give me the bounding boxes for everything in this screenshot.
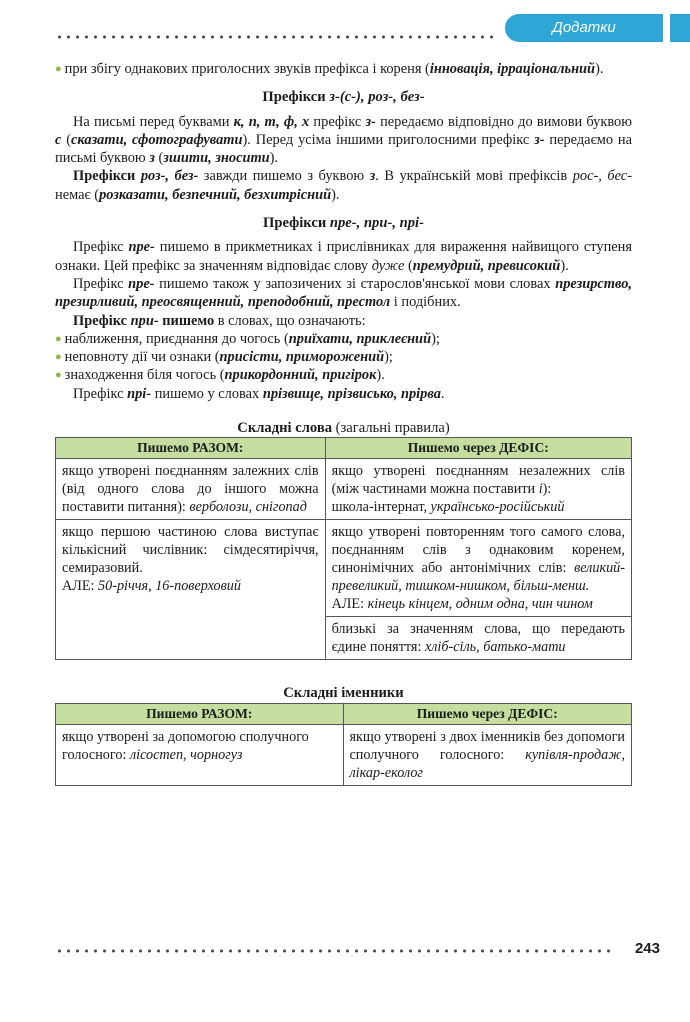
table1-header-together: Пишемо РАЗОМ: <box>56 438 326 459</box>
bullet-icon: ● <box>55 63 62 75</box>
paragraph-z-rule: На письмі перед буквами к, п, т, ф, х префікс з- передаємо відповідно до вимови буквою с (сказати, сфотографувати). Перед усіма іншими приголосними префікс з- передаємо на письмі буквою з (зшити, зносити). <box>55 113 632 167</box>
section-tab-edge <box>670 14 690 42</box>
paragraph-pre-rule: Префікс пре- пишемо в прикметниках і прислівниках для вираження найвищого ступеня ознаки. Цей префікс за значенням відповідає слову дуже (премудрий, превисокий). <box>55 239 632 274</box>
compound-nouns-table <box>55 703 632 786</box>
bullet-icon: ● <box>55 351 62 364</box>
heading-z-roz-bez: Префікси з-(с-), роз-, без- <box>262 89 425 106</box>
table-cell: якщо утворені повторенням того самого слова, поєднанням слів з однаковим коренем, синонімічних або антонімічних слів: великий-превеликий, тишком-нишком, більш-менш. АЛЕ: кінець кінцем, одним одна, чин чином <box>325 520 631 617</box>
table2-header-together: Пишемо РАЗОМ: <box>56 703 344 724</box>
table-cell: якщо утворені з двох іменників без допомоги сполучного голосного: купівля-продаж, лікар-еколог <box>343 724 632 785</box>
paragraph-roz-bez-rule: Префікси роз-, без- завжди пишемо з буквою з. В українській мові префіксів рос-, бес- немає (розказати, безпечний, безхитрісний). <box>55 168 632 203</box>
bottom-dotted-rule <box>55 948 615 954</box>
top-dotted-rule <box>55 34 495 40</box>
page-content <box>55 60 632 786</box>
table2-header-hyphen: Пишемо через ДЕФІС: <box>343 703 632 724</box>
paragraph-pry-rule: Префікс при- пишемо в словах, що означають: <box>73 312 366 329</box>
paragraph-pri-rule: Префікс прі- пишемо у словах прізвище, прізвисько, прірва. <box>73 385 445 402</box>
paragraph-pre-borrowed: Префікс пре- пишемо також у запозичених зі старослов'янської мови словах презирство, презирливий, преосвященний, преподобний, престол і подібних. <box>55 275 633 311</box>
list-item: ● знаходження біля чогось (прикордонний, пригірок). <box>55 367 385 384</box>
heading-pre-pry-pri: Префікси пре-, при-, прі- <box>263 215 424 232</box>
table-row <box>56 724 632 785</box>
table-row <box>56 520 632 617</box>
page-number: 243 <box>634 940 660 957</box>
table1-header-hyphen: Пишемо через ДЕФІС: <box>325 438 631 459</box>
table1-title: Складні слова (загальні правила) <box>237 420 450 437</box>
section-tab-label: Додатки <box>552 19 616 36</box>
table-cell: близькі за значенням слова, що передають єдине поняття: хліб-сіль, батько-мати <box>325 617 631 660</box>
intro-bullet: ● при збігу однакових приголосних звуків префікса і кореня (інновація, ірраціональний). <box>55 61 604 77</box>
table-cell: якщо утворені поєднанням незалежних слів (між частинами можна поставити і): школа-інтернат, українсько-російський <box>325 459 631 520</box>
table-cell: якщо утворені поєднанням залежних слів (від одного слова до іншого можна поставити питання): верболози, снігопад <box>56 459 326 520</box>
table-cell: якщо першою частиною слова виступає кількісний числівник: сімдесятиріччя, семиразовий. АЛЕ: 50-річчя, 16-поверховий <box>56 520 326 660</box>
section-tab <box>505 14 663 42</box>
compound-words-table <box>55 437 632 660</box>
bullet-icon: ● <box>55 369 62 382</box>
list-item: ● неповноту дії чи ознаки (присісти, приморожений); <box>55 349 393 366</box>
table-row <box>56 459 632 520</box>
table2-title: Складні іменники <box>283 685 404 702</box>
table-cell: якщо утворені за допомогою сполучного голосного: лісостеп, чорногуз <box>56 724 344 785</box>
list-item: ● наближення, приєднання до чогось (приїхати, приклеєний); <box>55 330 440 347</box>
bullet-icon: ● <box>55 332 62 345</box>
